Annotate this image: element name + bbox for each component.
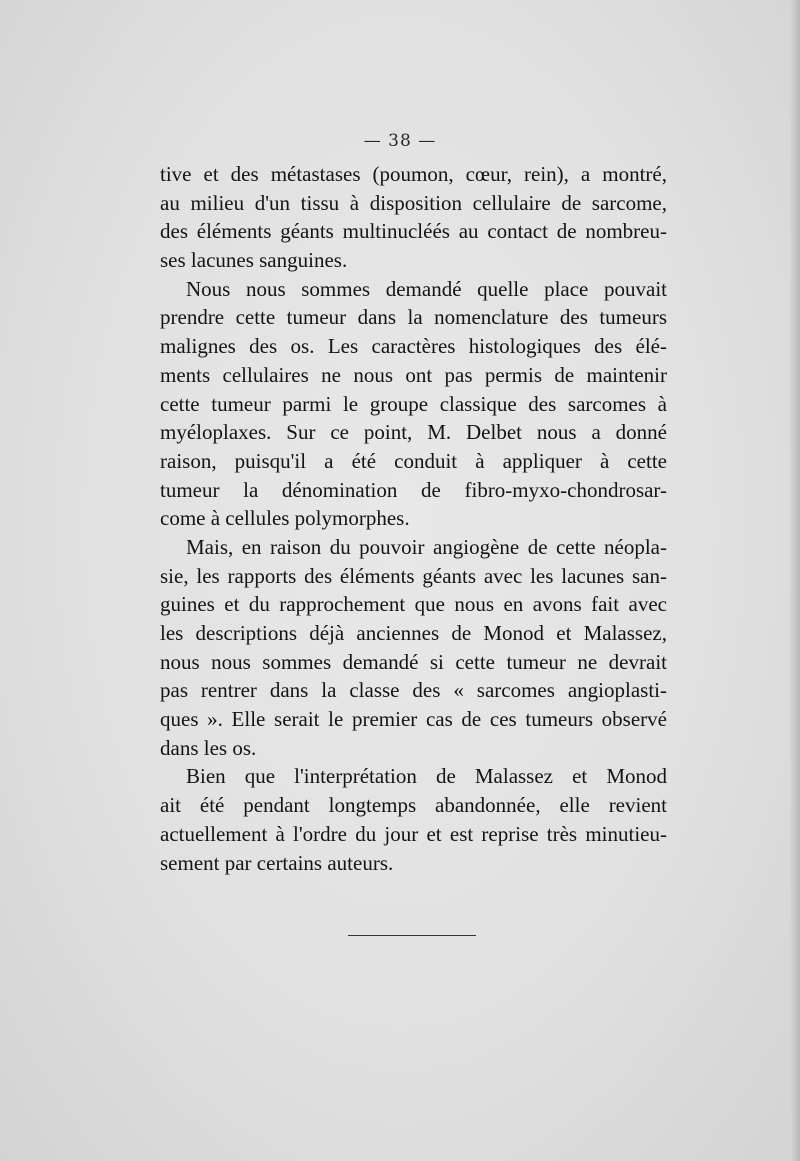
text-line: Nous nous sommes demandé quelle place pouvait [186,276,667,301]
page-number: — 38 — [363,131,437,151]
text-line: tive et des métastases (poumon, cœur, rein), a montré, [160,162,667,186]
text-line: nous nous sommes demandé si cette tumeur ne devrait [160,649,667,674]
page-edge-shadow [790,0,800,1161]
text-line: dans les os. [160,735,257,760]
text-line: tumeur la dénomination de fibro-myxo-chondrosar- [160,477,667,502]
text-line: sie, les rapports des éléments géants avec les lacunes san- [160,563,667,588]
text-line: malignes des os. Les caractères histologiques des élé- [160,334,667,359]
text-line: guines et du rapprochement que nous en avons fait avec [160,592,667,617]
paragraph-3 [160,533,667,763]
text-line: ques ». Elle serait le premier cas de ces tumeurs observé [160,707,667,732]
text-line: pas rentrer dans la classe des « sarcomes angioplasti- [160,678,667,703]
text-line: Mais, en raison du pouvoir angiogène de cette néopla- [186,534,667,559]
body-text [160,160,667,877]
text-line: myéloplaxes. Sur ce point, M. Delbet nous a donné [160,420,667,445]
paragraph-2 [160,275,667,533]
text-line: actuellement à l'ordre du jour et est reprise très minutieu- [160,821,667,846]
text-line: raison, puisqu'il a été conduit à appliquer à cette [160,448,667,473]
text-line: Bien que l'interprétation de Malassez et Monod [186,764,667,789]
text-line: sement par certains auteurs. [160,850,394,875]
text-line: ses lacunes sanguines. [160,248,348,273]
text-line: cette tumeur parmi le groupe classique des sarcomes à [160,391,667,416]
paragraph-4 [160,762,667,877]
text-line: des éléments géants multinucléés au contact de nombreu- [160,219,667,244]
text-line: les descriptions déjà anciennes de Monod et Malassez, [160,621,667,645]
paragraph-1 [160,160,667,275]
text-line: au milieu d'un tissu à disposition cellulaire de sarcome, [160,190,667,215]
text-line: ments cellulaires ne nous ont pas permis de maintenir [160,362,667,387]
text-line: ait été pendant longtemps abandonnée, elle revient [160,793,667,818]
text-line: come à cellules polymorphes. [160,506,410,531]
text-line: prendre cette tumeur dans la nomenclature des tumeurs [160,305,667,330]
section-end-rule [348,935,476,936]
